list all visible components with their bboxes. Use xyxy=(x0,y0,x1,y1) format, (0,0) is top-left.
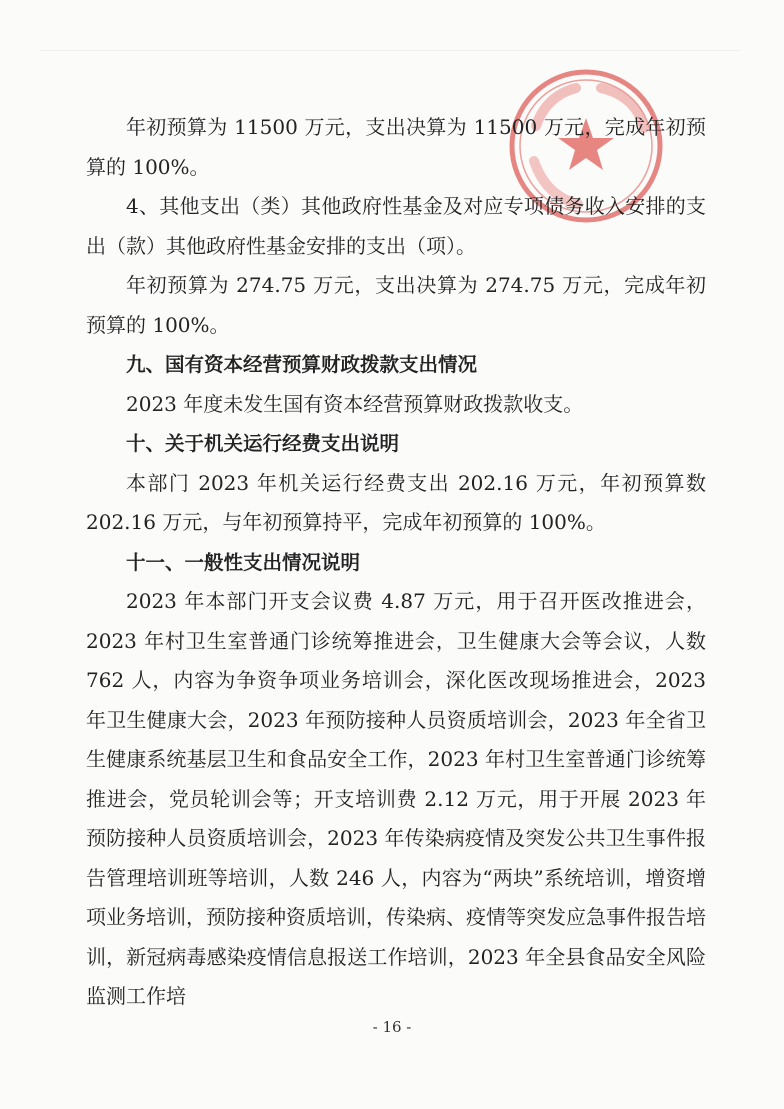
document-body xyxy=(86,108,706,1017)
paragraph-5: 本部门 2023 年机关运行经费支出 202.16 万元，年初预算数 202.16 万元，与年初预算持平，完成年初预算的 100%。 xyxy=(86,470,706,534)
paragraph-2: 4、其他支出（类）其他政府性基金及对应专项债务收入安排的支出（款）其他政府性基金安排的支出（项）。 xyxy=(86,194,706,258)
section-heading-11: 十一、一般性支出情况说明 xyxy=(126,550,361,574)
section-heading-9: 九、国有资本经营预算财政拨款支出情况 xyxy=(126,353,478,376)
paragraph-4: 2023 年度未发生国有资本经营预算财政拨款收支。 xyxy=(126,391,584,416)
paragraph-6: 2023 年本部门开支会议费 4.87 万元，用于召开医改推进会，2023 年村卫生室普通门诊统筹推进会，卫生健康大会等会议，人数 762 人，内容为争资争项业务培训会，深化医改现场推进会，2023 年卫生健康大会，2023 年预防接种人员资质培训会，2023 年全省卫生健康系统基层卫生和食品安全工作，2023 年村卫生室普通门诊统筹推进会，党员轮训会等；开支培训费 2.12 万元，用于开展 2023 年预防接种人员资质培训会，2023 年传染病疫情及突发公共卫生事件报告管理培训班等培训，人数 246 人，内容为“两块”系统培训，增资增项业务培训，预防接种资质培训，传染病、疫情等突发应急事件报告培训，新冠病毒感染疫情信息报送工作培训，2023 年全县食品安全风险监测工作培 xyxy=(86,589,706,1008)
page-number: - 16 - xyxy=(372,1018,412,1036)
scan-artifact xyxy=(40,50,740,51)
paragraph-3: 年初预算为 274.75 万元，支出决算为 274.75 万元，完成年初预算的 100%。 xyxy=(86,273,706,337)
paragraph-1: 年初预算为 11500 万元，支出决算为 11500 万元，完成年初预算的 100%。 xyxy=(86,115,706,179)
section-heading-10: 十、关于机关运行经费支出说明 xyxy=(126,432,400,455)
